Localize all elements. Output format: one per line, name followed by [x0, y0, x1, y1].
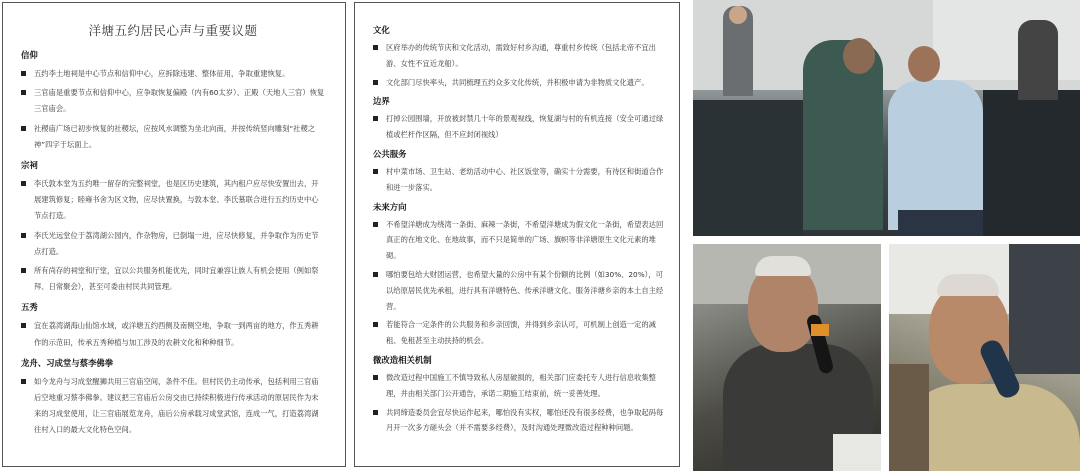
bullet-list	[373, 164, 665, 196]
list-item-text: 所有尚存的祠堂和厅堂，宜以公共服务机能优先，同时宜兼容让族人有机会使用（例如祭拜、日常聚会），甚至可委由村民共同管理。	[34, 266, 319, 292]
speaker-photo-left	[693, 244, 881, 471]
list-item-text: 哪怕要包给大财团运营，也希望大量的公房中有某个份额的比例（如30%、20%），可以给原居民优先承租，进行具有洋塘特色、传承洋塘文化、服务洋塘乡亲的本土自主经营。	[386, 269, 664, 311]
list-item	[21, 121, 325, 153]
section-heading: 未来方向	[373, 201, 407, 212]
list-item-text: 打掉公园围墙，开放被封禁几十年的景观视线，恢复湖与村的有机连接（安全可通过绿植或栏杆作区隔，但不应封闭视线）	[386, 114, 664, 140]
list-item	[21, 176, 325, 225]
list-item-text: 李氏敦本堂为五约唯一留存的完整祠堂，也是区历史建筑，其内租户应尽快安置出去，开展建筑修复；睦雍书舍为区文物，应尽快置换，与敦本堂、李氏墓联合进行五约历史中心节点打造。	[34, 179, 319, 221]
list-item	[373, 164, 665, 196]
bullet-list	[373, 111, 665, 143]
bullet-square-icon	[373, 410, 378, 415]
bullet-square-icon	[21, 268, 26, 273]
section-heading: 宗祠	[21, 160, 38, 171]
bullet-square-icon	[373, 322, 378, 327]
list-item	[21, 66, 325, 82]
list-item	[373, 317, 665, 349]
list-item	[21, 228, 325, 260]
list-item-text: 三官庙是重要节点和信仰中心，应争取恢复偏殿（内有60太岁）、正殿（天地人三官）恢复三官庙会。	[34, 88, 325, 114]
section-heading: 公共服务	[373, 148, 407, 159]
list-item	[21, 374, 325, 439]
list-item-text: 村中菜市场、卫生站、老幼活动中心、社区饭堂等，确实十分需要，有待区和街道合作和进一步落实。	[386, 166, 664, 192]
bullet-square-icon	[21, 181, 26, 186]
list-item-text: 若能符合一定条件的公共服务和乡亲回馈，并得到乡亲认可，可机制上创造一定的减租、免租甚至主动扶持的机会。	[386, 320, 656, 346]
bullet-square-icon	[373, 116, 378, 121]
bullet-list	[21, 318, 325, 350]
bullet-square-icon	[373, 80, 378, 85]
list-item	[373, 111, 665, 143]
list-item-text: 文化部门尽快率头，共同梳理五约众多文化传统，并积极申请为非物质文化遗产。	[386, 77, 649, 87]
bullet-square-icon	[373, 272, 378, 277]
section-heading: 信仰	[21, 50, 38, 60]
section-heading: 五秀	[21, 302, 38, 313]
sections-right	[373, 24, 665, 436]
list-item	[373, 40, 665, 72]
document-page-left	[2, 2, 346, 467]
list-item-text: 共同缔造委员会宜尽快运作起来，哪怕没有实权，哪怕还没有很多经费，也争取起码每月开一次多方磋头会（并不需要多经费），及时沟通处理微改造过程种种问题。	[386, 407, 664, 433]
list-item	[373, 75, 665, 91]
list-item-text: 区府举办的传统节庆和文化活动，需致好村乡沟通，尊重村乡传统（包括北帝不宜出游、女性不宜近龙船）。	[386, 43, 656, 68]
list-item	[21, 263, 325, 295]
section-heading: 微改造相关机制	[373, 354, 432, 365]
bullet-square-icon	[21, 90, 26, 95]
section-heading: 文化	[373, 25, 390, 35]
bullet-square-icon	[373, 375, 378, 380]
list-item-text: 五约李土地祠是中心节点和信仰中心，应拆除违建、整体征用，争取重建恢复。	[34, 69, 290, 78]
bullet-list	[373, 370, 665, 436]
bullet-square-icon	[373, 45, 378, 50]
section-heading: 龙舟、习成堂与蔡李佛拳	[21, 357, 114, 368]
list-item	[21, 318, 325, 350]
bullet-list	[21, 374, 325, 439]
speaker-photo-right	[889, 244, 1080, 471]
list-item-text: 李氏光远堂位于荔湾湖公园内，作杂物房，已倒塌一进，应尽快修复，并争取作为历史节点打造。	[34, 230, 319, 256]
list-item	[373, 370, 665, 402]
bullet-square-icon	[373, 169, 378, 174]
bullet-square-icon	[21, 233, 26, 238]
document-page-right	[354, 2, 680, 467]
sections-left	[21, 49, 325, 439]
bullet-list	[373, 40, 665, 90]
document-title: 洋塘五约居民心声与重要议题	[88, 23, 258, 38]
bullet-list	[21, 66, 325, 153]
bullet-square-icon	[21, 323, 26, 328]
list-item-text: 微改造过程中国施工不慎导致私人房屋破损的，相关部门应委托专人进行信息收集整理，并由相关部门公开通告，承诺二期施工结束前，统一妥善处理。	[386, 372, 656, 398]
list-item-text: 社稷庙广场已初步恢复的社稷坛，应按风水调整为坐北向南，并按传统竖向雕刻“社稷之神”四字于坛面上。	[34, 123, 316, 149]
list-item-text: 如今龙舟与习成堂醒狮共用三官庙空间，条件不佳。但村民仍主动传承，包括利用三官庙后空地重习蔡李佛拳。建议把三官庙后公房交由已持续积极进行传承活动的原居民作为未来的习成堂使用，让三官庙展览龙舟，庙后公房承载习成堂武馆，连成一气，打造荔湾湖往村入口的最大文化特色空间。	[34, 376, 319, 435]
bullet-list	[373, 217, 665, 349]
list-item	[373, 217, 665, 264]
bullet-square-icon	[21, 71, 26, 76]
list-item-text: 不希望洋塘成为绕湾一条街、麻辣一条街，不希望洋塘成为假文化一条街，希望表达回真正的在地文化、在地故事，而不只是简单的广场、旗帜等非洋塘原生文化元素的堆砌。	[386, 219, 664, 261]
list-item	[21, 85, 325, 117]
section-heading: 边界	[373, 96, 390, 107]
bullet-square-icon	[21, 126, 26, 131]
list-item-text: 宜在荔湾湖海山仙馆水域，或洋塘五约西侧及南侧空地，争取一到两亩的地方，作五秀耕作的示范田，传承五秀种植与加工涉及的农耕文化和种种细节。	[34, 321, 319, 347]
bullet-square-icon	[21, 379, 26, 384]
bullet-list	[21, 176, 325, 295]
list-item	[373, 267, 665, 314]
list-item	[373, 405, 665, 437]
bullet-square-icon	[373, 222, 378, 227]
meeting-photo	[693, 0, 1080, 236]
